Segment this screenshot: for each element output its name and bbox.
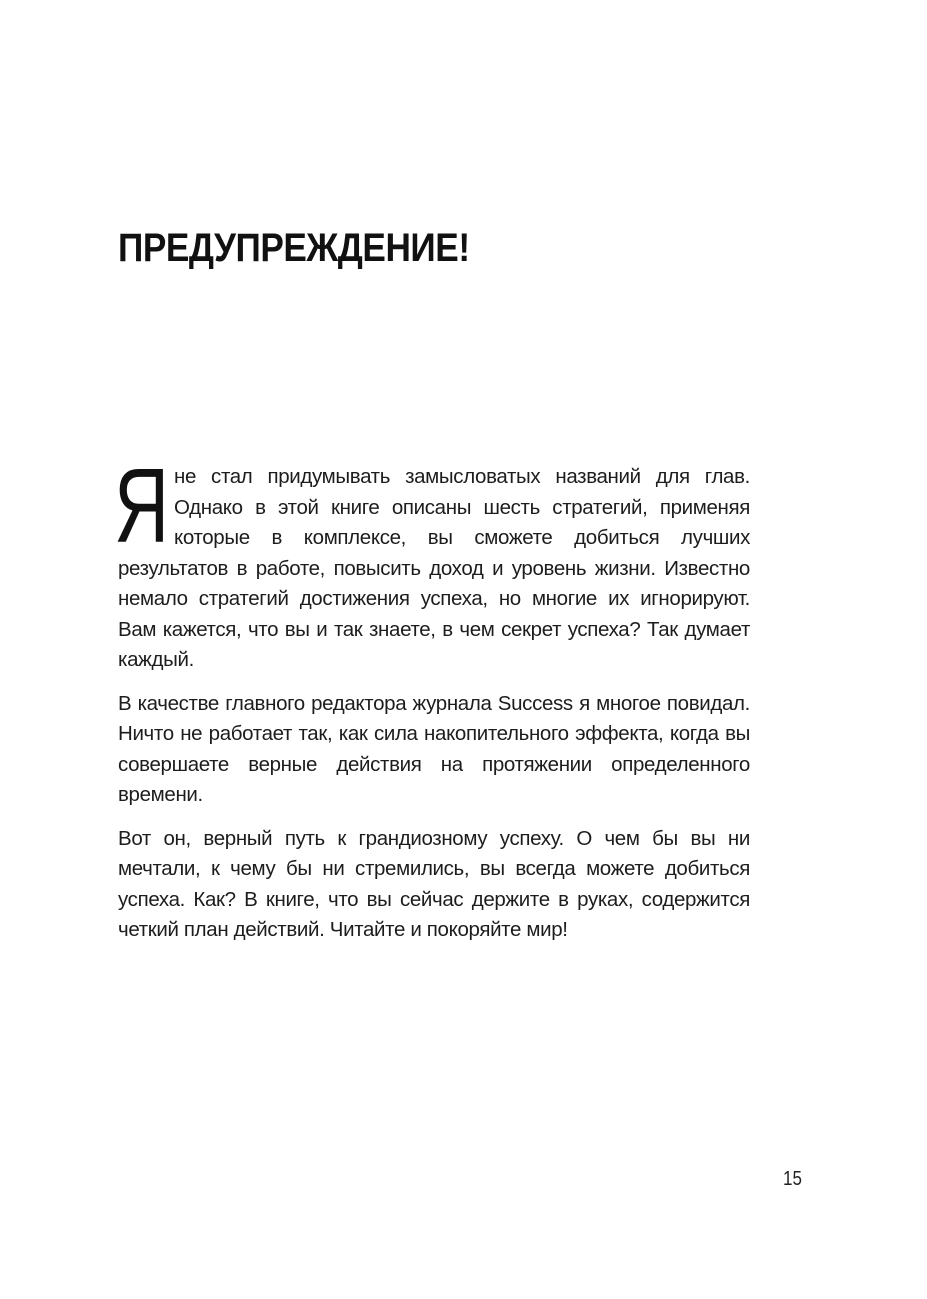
paragraph-3: Вот он, верный путь к грандиозному успеху. О чем бы вы ни мечтали, к чему бы ни стремились, вы всегда можете добиться успеха. Как? В книге, что вы сейчас держите в руках, содержится четкий план действий. Читайте и покоряйте мир! [118,826,750,941]
paragraph-1 [114,447,750,676]
body-text [114,447,750,959]
page-number: 15 [783,1168,802,1190]
chapter-title: ПРЕДУПРЕЖДЕНИЕ! [118,226,470,270]
paragraph-1-text: не стал придумывать замысловатых названий для глав. Однако в этой книге описаны шесть стратегий, применяя которые в комплексе, вы сможете добиться лучших результатов в работе, повысить доход и уровень жизни. Известно немало стратегий достижения успеха, но многие их игнорируют. Вам кажется, что вы и так знаете, в чем секрет успеха? Так думает каждый. [118,465,750,671]
paragraph-2: В качестве главного редактора журнала Success я многое повидал. Ничто не работает так, как сила накопительного эффекта, когда вы совершаете верные действия на протяжении определенного времени. [118,691,750,806]
drop-cap: Я [114,447,169,565]
